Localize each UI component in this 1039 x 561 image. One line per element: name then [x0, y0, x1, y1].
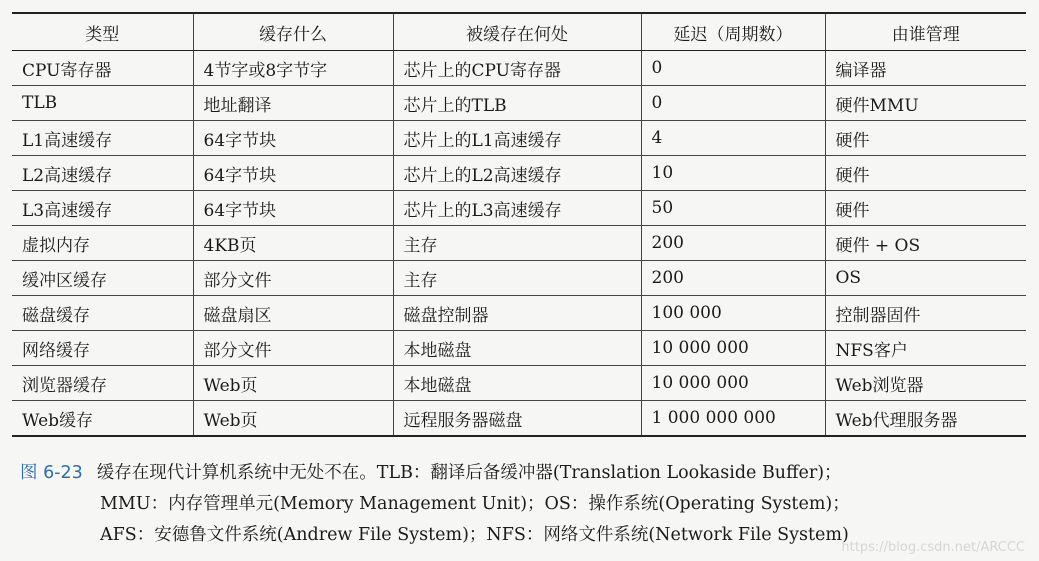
watermark: https://blog.csdn.net/ARCCC: [841, 540, 1025, 555]
table-row: [12, 331, 1026, 366]
table-cell: 虚拟内存: [12, 226, 193, 261]
table-cell: 1 000 000 000: [641, 401, 825, 437]
table-cell: 磁盘控制器: [393, 296, 641, 331]
table-cell: Web页: [193, 366, 393, 401]
table-cell: 浏览器缓存: [12, 366, 193, 401]
table-cell: CPU寄存器: [12, 51, 193, 86]
table-cell: 控制器固件: [825, 296, 1026, 331]
table-cell: 4: [641, 121, 825, 156]
table-cell: OS: [825, 261, 1026, 296]
table-cell: 50: [641, 191, 825, 226]
table-cell: 编译器: [825, 51, 1026, 86]
table-body: [12, 51, 1026, 437]
table-cell: 10 000 000: [641, 331, 825, 366]
table-cell: 地址翻译: [193, 86, 393, 121]
table-cell: TLB: [12, 86, 193, 121]
table-cell: 部分文件: [193, 261, 393, 296]
table-row: [12, 296, 1026, 331]
table-cell: 芯片上的L2高速缓存: [393, 156, 641, 191]
table-cell: 网络缓存: [12, 331, 193, 366]
table-header-row: [12, 13, 1026, 51]
table-row: [12, 226, 1026, 261]
table-cell: Web代理服务器: [825, 401, 1026, 437]
table-cell: 64字节块: [193, 121, 393, 156]
table-cell: 部分文件: [193, 331, 393, 366]
table-cell: 本地磁盘: [393, 331, 641, 366]
table-row: [12, 401, 1026, 437]
table-cell: 0: [641, 51, 825, 86]
table-cell: 芯片上的L3高速缓存: [393, 191, 641, 226]
table-cell: 磁盘扇区: [193, 296, 393, 331]
caption-line-1: [20, 458, 1030, 489]
caption-line-3: AFS：安德鲁文件系统(Andrew File System)；NFS：网络文件系统(Network File System): [100, 525, 849, 545]
table-cell: 0: [641, 86, 825, 121]
table-cell: 缓冲区缓存: [12, 261, 193, 296]
table-cell: 远程服务器磁盘: [393, 401, 641, 437]
table-cell: 主存: [393, 226, 641, 261]
table-cell: 硬件 + OS: [825, 226, 1026, 261]
cache-table: [12, 12, 1026, 437]
table-cell: Web缓存: [12, 401, 193, 437]
table-cell: 磁盘缓存: [12, 296, 193, 331]
table-cell: 64字节块: [193, 156, 393, 191]
table-cell: L1高速缓存: [12, 121, 193, 156]
cache-table-container: [12, 12, 1026, 437]
header-what-cached: 缓存什么: [193, 13, 393, 51]
table-cell: 芯片上的CPU寄存器: [393, 51, 641, 86]
table-row: [12, 366, 1026, 401]
caption-text-1: 缓存在现代计算机系统中无处不在。TLB：翻译后备缓冲器(Translation Lookaside Buffer)；: [96, 463, 842, 483]
table-cell: 硬件: [825, 156, 1026, 191]
table-row: [12, 86, 1026, 121]
table-cell: 200: [641, 226, 825, 261]
header-where-cached: 被缓存在何处: [393, 13, 641, 51]
table-cell: 硬件MMU: [825, 86, 1026, 121]
table-cell: 200: [641, 261, 825, 296]
table-cell: 4KB页: [193, 226, 393, 261]
figure-number: 图 6-23: [20, 463, 83, 483]
table-cell: 芯片上的L1高速缓存: [393, 121, 641, 156]
table-cell: 硬件: [825, 191, 1026, 226]
table-row: [12, 121, 1026, 156]
table-cell: L2高速缓存: [12, 156, 193, 191]
table-cell: 64字节块: [193, 191, 393, 226]
table-row: [12, 51, 1026, 86]
table-cell: 100 000: [641, 296, 825, 331]
table-cell: Web浏览器: [825, 366, 1026, 401]
caption-line-2: MMU：内存管理单元(Memory Management Unit)；OS：操作系统(Operating System)；: [100, 494, 850, 514]
table-cell: 芯片上的TLB: [393, 86, 641, 121]
table-cell: Web页: [193, 401, 393, 437]
header-type: 类型: [12, 13, 193, 51]
table-cell: 4节字或8字节字: [193, 51, 393, 86]
table-cell: NFS客户: [825, 331, 1026, 366]
table-cell: 10 000 000: [641, 366, 825, 401]
table-row: [12, 156, 1026, 191]
table-row: [12, 261, 1026, 296]
table-cell: 10: [641, 156, 825, 191]
table-cell: 硬件: [825, 121, 1026, 156]
header-latency: 延迟（周期数）: [641, 13, 825, 51]
table-cell: L3高速缓存: [12, 191, 193, 226]
table-cell: 本地磁盘: [393, 366, 641, 401]
figure-caption: [20, 458, 1030, 551]
table-cell: 主存: [393, 261, 641, 296]
header-managed-by: 由谁管理: [825, 13, 1026, 51]
table-row: [12, 191, 1026, 226]
